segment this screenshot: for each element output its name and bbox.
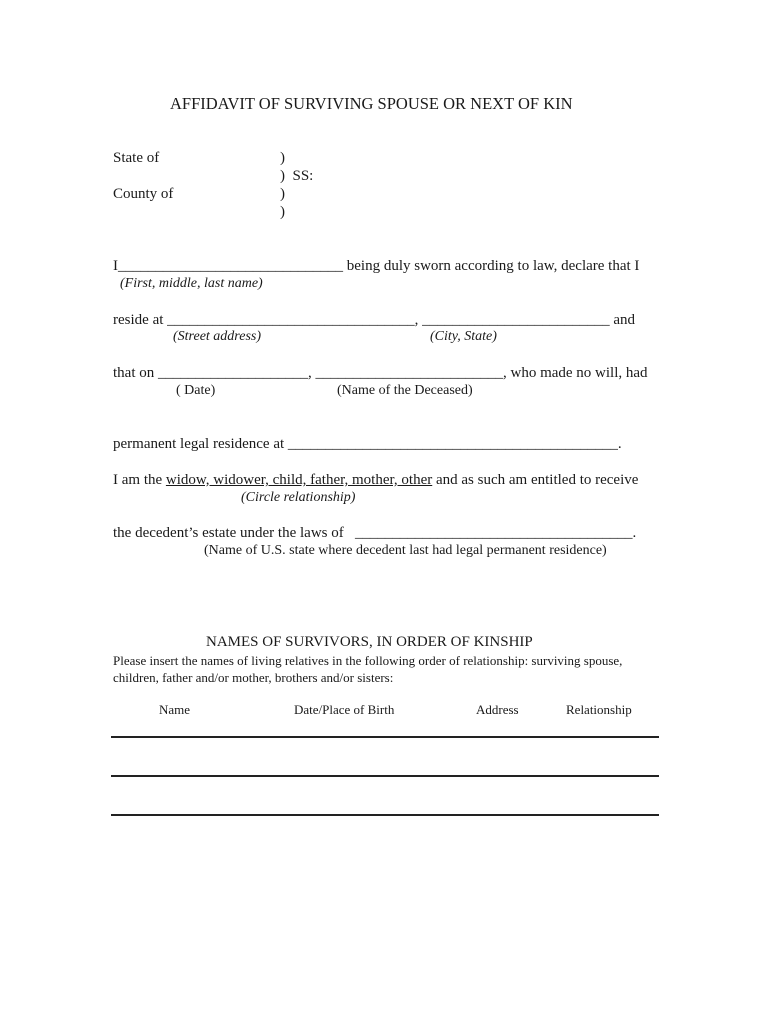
circle-relationship-hint: (Circle relationship): [241, 490, 356, 505]
residence-line: reside at _________________________________, _________________________ and: [113, 312, 636, 328]
column-header-address: Address: [476, 702, 519, 717]
relationship-line: [113, 473, 638, 488]
county-label: County of: [113, 186, 174, 202]
street-address-hint: (Street address): [173, 329, 261, 344]
survivor-row-line-3[interactable]: [111, 814, 659, 816]
venue-paren-4: ): [280, 204, 285, 220]
state-label: State of: [113, 150, 160, 166]
death-line: that on ____________________, _________________________, who made no will, had: [113, 365, 648, 381]
permanent-residence-line: permanent legal residence at ____________________________________________.: [113, 436, 622, 452]
venue-ss: ) SS:: [280, 168, 314, 184]
survivors-heading: NAMES OF SURVIVORS, IN ORDER OF KINSHIP: [206, 634, 533, 650]
column-header-relationship: Relationship: [566, 702, 632, 717]
deceased-name-hint: (Name of the Deceased): [337, 383, 473, 398]
column-header-birth: Date/Place of Birth: [294, 702, 395, 717]
declarant-name-hint: (First, middle, last name): [120, 276, 263, 291]
survivor-row-line-2[interactable]: [111, 775, 659, 777]
venue-paren-3: ): [280, 186, 285, 202]
page-title: AFFIDAVIT OF SURVIVING SPOUSE OR NEXT OF KIN: [170, 94, 573, 113]
relationship-options: widow, widower, child, father, mother, other: [165, 472, 433, 488]
declarant-line: I______________________________ being duly sworn according to law, declare that I: [113, 258, 640, 274]
estate-law-line: the decedent’s estate under the laws of _____________________________________.: [113, 525, 637, 541]
relationship-suffix: and as such am entitled to receive: [432, 472, 639, 488]
survivors-instructions-2: children, father and/or mother, brothers and/or sisters:: [113, 670, 394, 685]
date-hint: ( Date): [176, 383, 216, 398]
city-state-hint: (City, State): [430, 329, 497, 344]
state-of-residence-hint: (Name of U.S. state where decedent last had legal permanent residence): [204, 543, 607, 558]
relationship-prefix: I am the: [113, 472, 166, 488]
survivor-row-line-1[interactable]: [111, 736, 659, 738]
survivors-instructions-1: Please insert the names of living relatives in the following order of relationship: surviving spouse,: [113, 653, 623, 668]
column-header-name: Name: [159, 702, 191, 717]
venue-paren-1: ): [280, 150, 285, 166]
